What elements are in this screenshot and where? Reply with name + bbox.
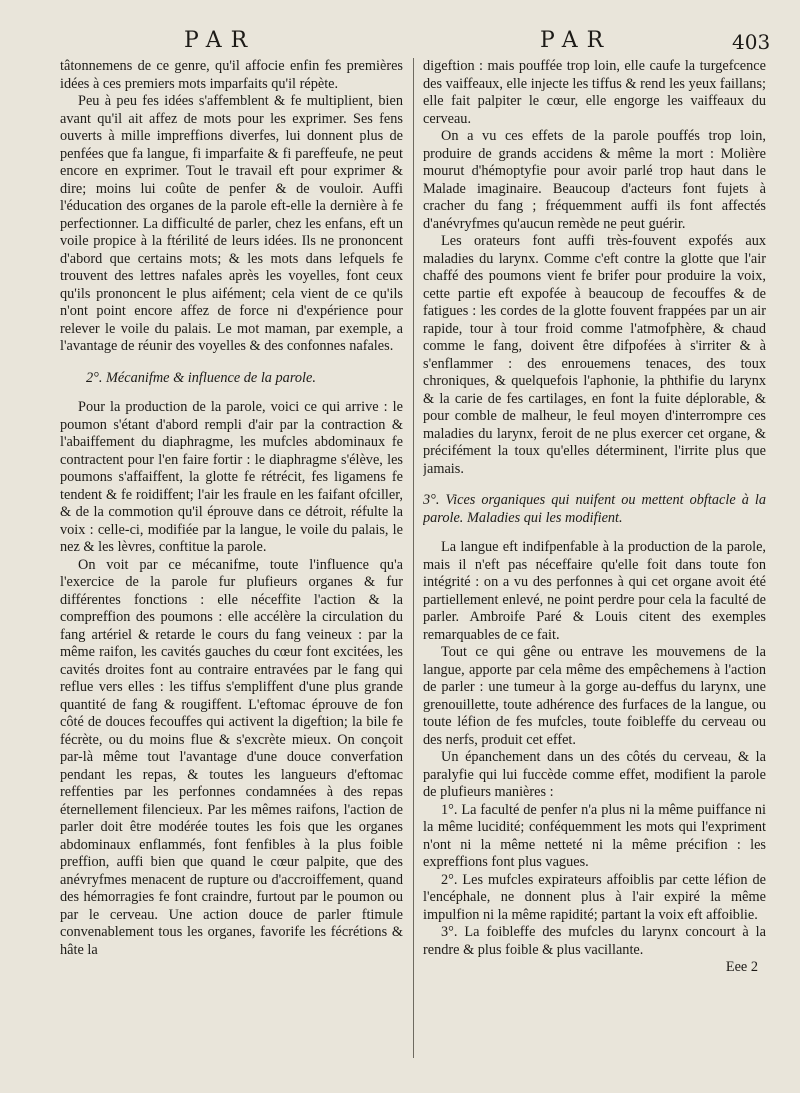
paragraph: On a vu ces effets de la parole pouffés trop loin, produire de grands accidens & même la mort : Molière mourut d'hémoptyfie pour avoir parlé trop haut dans le Malade imaginaire. Beaucoup d'acteurs font fujets à cracher du fang ; fréquemment auffi ils font affectés d'anévryfmes qu'aucun remède ne peut guérir. — [423, 128, 766, 232]
section-heading: 2°. Mécanifme & influence de la parole. — [86, 369, 316, 386]
header-right-word: PAR — [540, 28, 613, 53]
paragraph: Tout ce qui gêne ou entrave les mouvemens de la langue, apporte par cela même des empêchemens à l'action de parler : une tumeur à la gorge au-deffus du larynx, une grenouillette, toute adhérence des furfaces de la langue, ou toute léfion de fes mufcles, toute foibleffe du cerveau ou des nerfs, produit cet effet. — [423, 644, 766, 748]
paragraph: On voit par ce mécanifme, toute l'influence qu'a l'exercice de la parole fur plufieurs organes & fur différentes fonctions : elle néceffite l'action & la compreffion des poumons : elle accélère la circulation du fang artériel & retarde le cours du fang veineux : par la même raifon, les cavités gauches du cœur font excitées, les cavités droites font au contraire entravées par le fang qui reflue vers elles : les tiffus s'empliffent d'une plus grande quantité de fang & rougiffent. L'eftomac éprouve de fon côté de douces fecouffes qui activent la digeftion; la bile fe fécrète, ou du moins flue & s'excrète mieux. On conçoit par-là même tout l'avantage d'une douce converfation pendant les repas, & toutes les langueurs d'eftomac reffenties par les perfonnes condamnées à des repas éternellement filencieux. Par les mêmes raifons, l'action de parler doit être modérée toutes les fois que les organes abdominaux enflammés, font fenfibles à la plus foible preffion, auffi bien que quand le cœur palpite, que des anévryfmes menacent de rupture ou d'accroiffement, quand des hémorragies fe font craindre, furtout par le poumon ou par le cerveau. Une action douce de parler ftimule convenablement tous les organes, favorife les fécrétions & hâte la — [60, 556, 403, 958]
paragraph: Pour la production de la parole, voici ce qui arrive : le poumon s'étant d'abord rempli d'air par la contraction & l'abaiffement du diaphragme, les mufcles abdominaux fe contractent pour l'en faire fortir : le diaphragme s'élève, les poumons s'affaiffent, la glotte fe rétrécit, fes ligamens fe tendent & fe roidiffent; l'air les fraule en les faifant ofciller, & de la commotion qu'il éprouve dans ce détroit, réfulte la voix : celle-ci, modifiée par la langue, le voile du palais, le nez & les lèvres, conftitue la parole. — [60, 399, 403, 555]
left-text-column — [60, 58, 403, 1080]
paragraph: digeftion : mais pouffée trop loin, elle caufe la turgefcence des vaiffeaux, elle injecte les tiffus & rend les yeux faillans; elle fait palpiter le cœur, elle engorge les vaiffeaux du cerveau. — [423, 58, 766, 127]
paragraph: tâtonnemens de ce genre, qu'il affocie enfin fes premières idées à ces premiers mots imparfaits qu'il répète. — [60, 58, 403, 92]
column-divider — [413, 58, 414, 1058]
running-header — [0, 28, 800, 58]
paragraph: Les orateurs font auffi très-fouvent expofés aux maladies du larynx. Comme c'eft contre la glotte que l'air chaffé des poumons vient fe brifer pour produire la voix, cette partie eft expofée à beaucoup de fecouffes & de fatigues : les cordes de la glotte fouvent frappées par un air rapide, tour à tour froid comme l'atmofphère, & chaud comme le fang, doivent être difpofées à s'irriter & à s'enflammer : des enrouemens tenaces, des toux chroniques, & quelquefois l'aphonie, la phthifie du larynx & la carie de fes cartilages, en font la fuite déplorable, & pour comble de malheur, le feul moyen d'interrompre ces maladies du larynx, feroit de ne plus exercer cet organe, & précifément la toux qu'elles déterminent, l'irrite plus que jamais. — [423, 233, 766, 477]
header-left-word: PAR — [184, 28, 257, 53]
paragraph: 2°. Les mufcles expirateurs affoiblis par cette léfion de l'encéphale, ne donnent plus à l'air expiré la même impulfion ni la même rapidité; partant la voix eft affoiblie. — [423, 871, 766, 923]
right-text-column — [423, 58, 766, 1080]
paragraph: 1°. La faculté de penfer n'a plus ni la même puiffance ni la même lucidité; conféquemment les mots qui l'expriment n'ont ni la même netteté ni la même précifion : les expreffions font plus vagues. — [423, 801, 766, 870]
section-heading: 3°. Vices organiques qui nuifent ou mettent obftacle à la parole. Maladies qui les modifient. — [423, 492, 766, 526]
paragraph: La langue eft indifpenfable à la production de la parole, mais il n'eft pas néceffaire qu'elle foit dans toute fon intégrité : on a vu des perfonnes à qui cet organe avoit été partiellement enlevé, ne point perdre pour cela la faculté de parler. Ambroife Paré & Louis citent des exemples remarquables de ce fait. — [423, 539, 766, 643]
signature-mark: Eee 2 — [725, 959, 758, 975]
paragraph: 3°. La foibleffe des mufcles du larynx concourt à la rendre & plus foible & plus vacillante. — [423, 924, 766, 958]
page-number: 403 — [732, 30, 771, 54]
paragraph: Un épanchement dans un des côtés du cerveau, & la paralyfie qui lui fuccède comme effet, modifient la parole de plufieurs manières : — [423, 749, 766, 800]
paragraph: Peu à peu fes idées s'affemblent & fe multiplient, bien avant qu'il ait affez de mots pour les exprimer. Ses fens ouverts à mille impreffions diverfes, lui donnent plus de penfées que fa langue, fi imparfaite & fi pareffeufe, ne peut encore en exprimer. Tout le travail eft pour exprimer & dire; moins lui coûte de penfer & de vouloir. Auffi l'éducation des organes de la parole eft-elle la dernière à fe perfectionner. La difficulté de parler, chez les enfans, eft un voile propice à la ftérilité de leurs idées. Ils ne prononcent d'abord que certains mots; & les mots dans lefquels fe trouvent des lettres nafales après les voyelles, font ceux qu'ils prononcent le plus aifément; cela vient de ce qu'ils n'ont point encore affez de force ni d'expérience pour relever le voile du palais. Le mot maman, par exemple, a l'avantage de réunir des voyelles & des confonnes nafales. — [60, 93, 403, 354]
